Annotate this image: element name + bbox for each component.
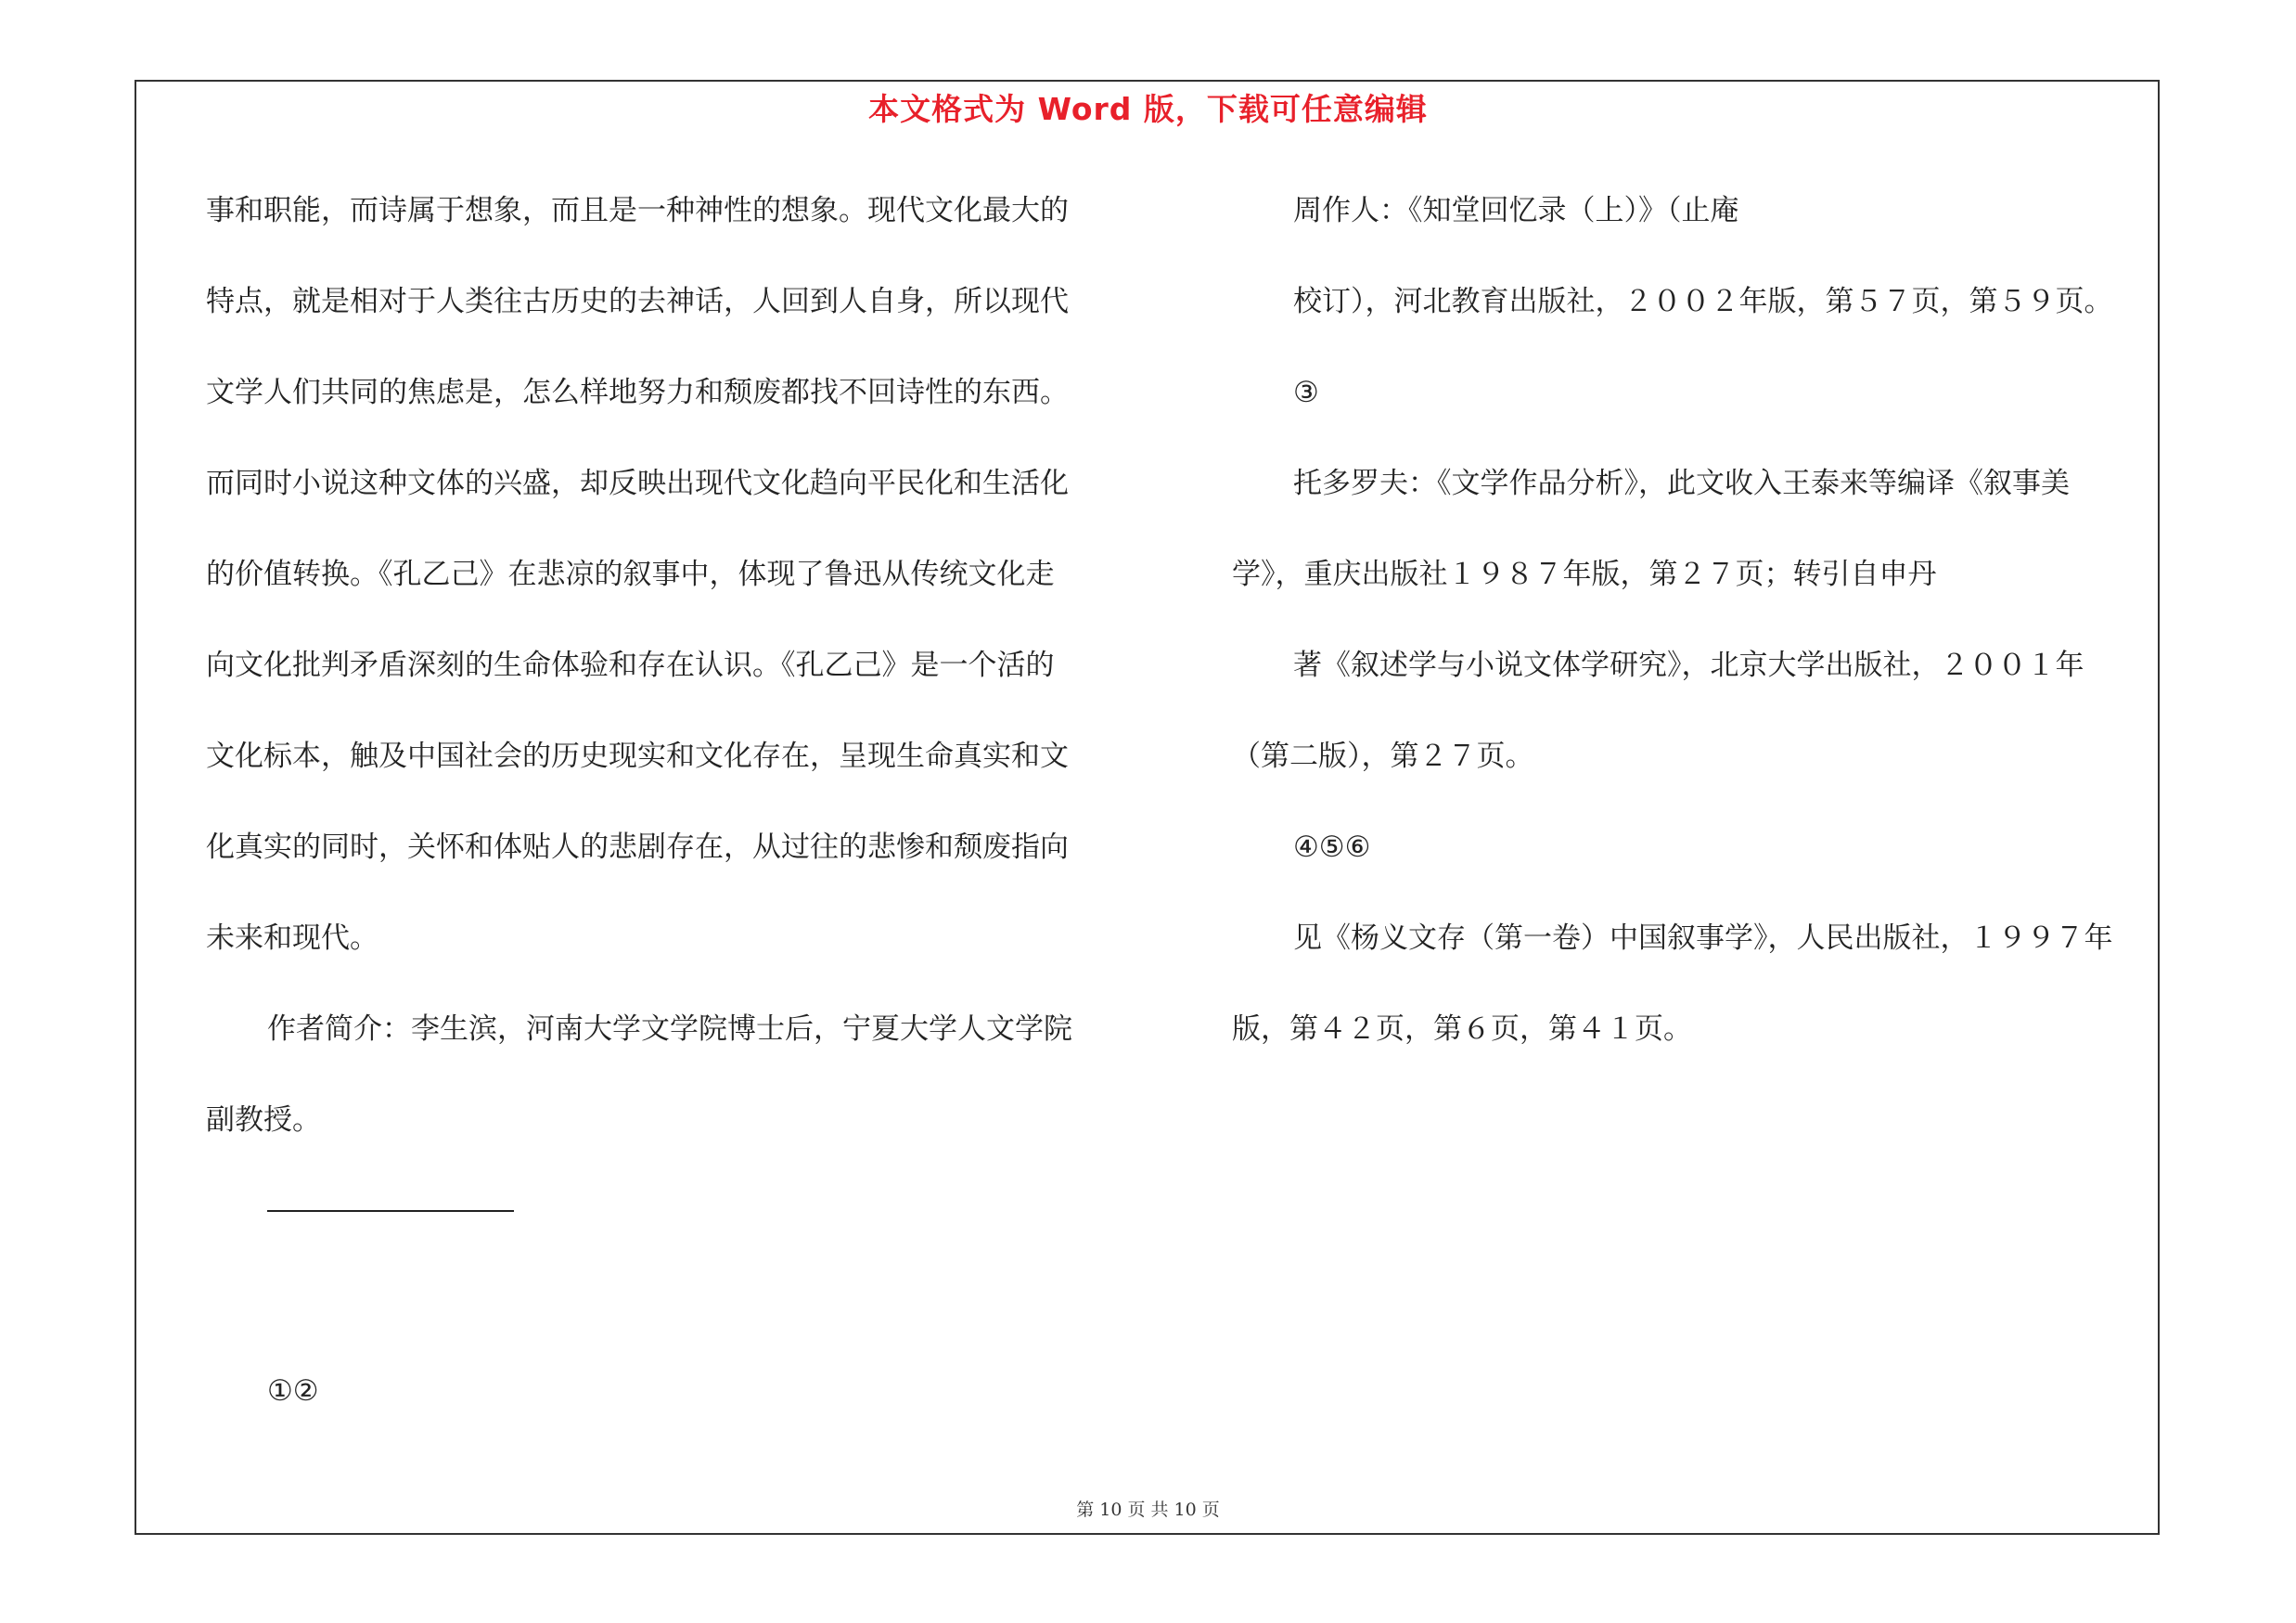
left-text-column <box>206 165 1134 1166</box>
author-bio-line: 副教授。 <box>206 1103 321 1137</box>
footnote-marker: ①② <box>267 1374 319 1408</box>
note-line: 校订），河北教育出版社，２００２年版，第５７页，第５９页。 <box>1293 285 2113 318</box>
body-line: 文化标本，触及中国社会的历史现实和文化存在，呈现生命真实和文 <box>206 740 1069 773</box>
note-line: 周作人：《知堂回忆录（上）》（止庵 <box>1293 194 1739 227</box>
body-line: 未来和现代。 <box>206 921 378 955</box>
body-line: 而同时小说这种文体的兴盛，却反映出现代文化趋向平民化和生活化 <box>206 467 1069 500</box>
note-line: 版，第４２页，第６页，第４１页。 <box>1232 1012 1692 1046</box>
word-format-banner: 本文格式为 Word 版，下载可任意编辑 <box>868 91 1428 127</box>
body-line: 向文化批判矛盾深刻的生命体验和存在认识。《孔乙己》是一个活的 <box>206 649 1055 682</box>
note-line: 见《杨义文存（第一卷）中国叙事学》，人民出版社，１９９７年 <box>1293 921 2113 955</box>
note-line: （第二版），第２７页。 <box>1232 740 1534 773</box>
right-notes-column <box>1232 165 2169 1075</box>
author-bio-line: 作者简介：李生滨，河南大学文学院博士后，宁夏大学人文学院 <box>267 1012 1072 1046</box>
note-marker: ④⑤⑥ <box>1293 831 1371 864</box>
note-line: 托多罗夫：《文学作品分析》，此文收入王泰来等编译《叙事美 <box>1293 467 2070 500</box>
page-number-footer: 第 10 页 共 10 页 <box>1076 1500 1220 1520</box>
note-marker: ③ <box>1293 376 1319 409</box>
body-line: 文学人们共同的焦虑是，怎么样地努力和颓废都找不回诗性的东西。 <box>206 376 1069 409</box>
body-line: 化真实的同时，关怀和体贴人的悲剧存在，从过往的悲惨和颓废指向 <box>206 831 1069 864</box>
body-line: 的价值转换。《孔乙己》在悲凉的叙事中，体现了鲁迅从传统文化走 <box>206 558 1055 591</box>
body-line: 特点，就是相对于人类往古历史的去神话，人回到人自身，所以现代 <box>206 285 1069 318</box>
note-line: 著《叙述学与小说文体学研究》，北京大学出版社，２００１年 <box>1293 649 2084 682</box>
body-line: 事和职能，而诗属于想象，而且是一种神性的想象。现代文化最大的 <box>206 194 1069 227</box>
footnote-separator <box>267 1210 514 1212</box>
note-line: 学》，重庆出版社１９８７年版，第２７页；转引自申丹 <box>1232 558 1937 591</box>
